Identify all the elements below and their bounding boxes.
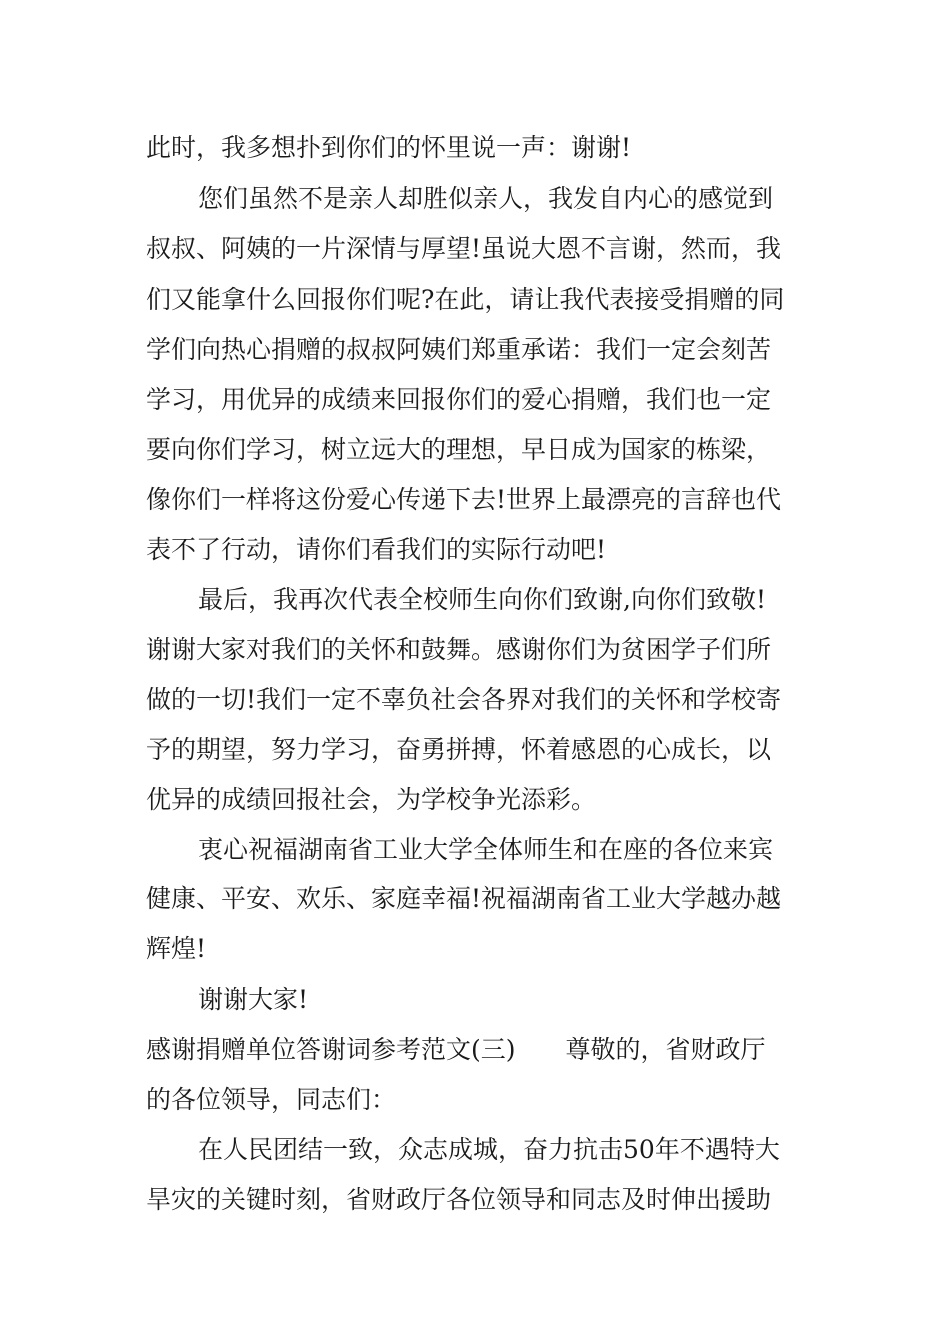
text-line: 谢谢大家对我们的关怀和鼓舞。感谢你们为贫困学子们所 (146, 635, 772, 664)
text-line: 要向你们学习，树立远大的理想，早日成为国家的栋梁， (146, 435, 772, 464)
text-line: 优异的成绩回报社会，为学校争光添彩。 (146, 785, 597, 814)
text-line: 旱灾的关键时刻，省财政厅各位领导和同志及时伸出援助 (146, 1185, 772, 1214)
text-line: 的各位领导，同志们： (146, 1085, 397, 1114)
text-line: 表不了行动，请你们看我们的实际行动吧! (146, 535, 607, 564)
text-line: 们又能拿什么回报你们呢?在此，请让我代表接受捐赠的同 (146, 285, 785, 314)
text-line: 感谢捐赠单位答谢词参考范文(三) 尊敬的，省财政厅 (146, 1035, 766, 1064)
text-line: 您们虽然不是亲人却胜似亲人，我发自内心的感觉到 (198, 184, 774, 213)
text-line: 予的期望，努力学习，奋勇拼搏，怀着感恩的心成长，以 (146, 735, 772, 764)
text-line: 辉煌! (146, 934, 207, 963)
text-line: 在人民团结一致，众志成城，奋力抗击50年不遇特大 (198, 1135, 780, 1164)
text-line: 衷心祝福湖南省工业大学全体师生和在座的各位来宾 (198, 835, 774, 864)
text-line: 学习，用优异的成绩来回报你们的爱心捐赠，我们也一定 (146, 385, 772, 414)
text-line: 健康、平安、欢乐、家庭幸福!祝福湖南省工业大学越办越 (146, 884, 782, 913)
text-line: 此时，我多想扑到你们的怀里说一声：谢谢! (146, 133, 632, 162)
text-line: 像你们一样将这份爱心传递下去!世界上最漂亮的言辞也代 (146, 485, 782, 514)
text-line: 谢谢大家! (198, 985, 309, 1014)
text-line: 叔叔、阿姨的一片深情与厚望!虽说大恩不言谢，然而，我 (146, 234, 782, 263)
text-line: 学们向热心捐赠的叔叔阿姨们郑重承诺：我们一定会刻苦 (146, 335, 772, 364)
text-line: 做的一切!我们一定不辜负社会各界对我们的关怀和学校寄 (146, 685, 782, 714)
text-line: 最后，我再次代表全校师生向你们致谢,向你们致敬! (198, 585, 766, 614)
